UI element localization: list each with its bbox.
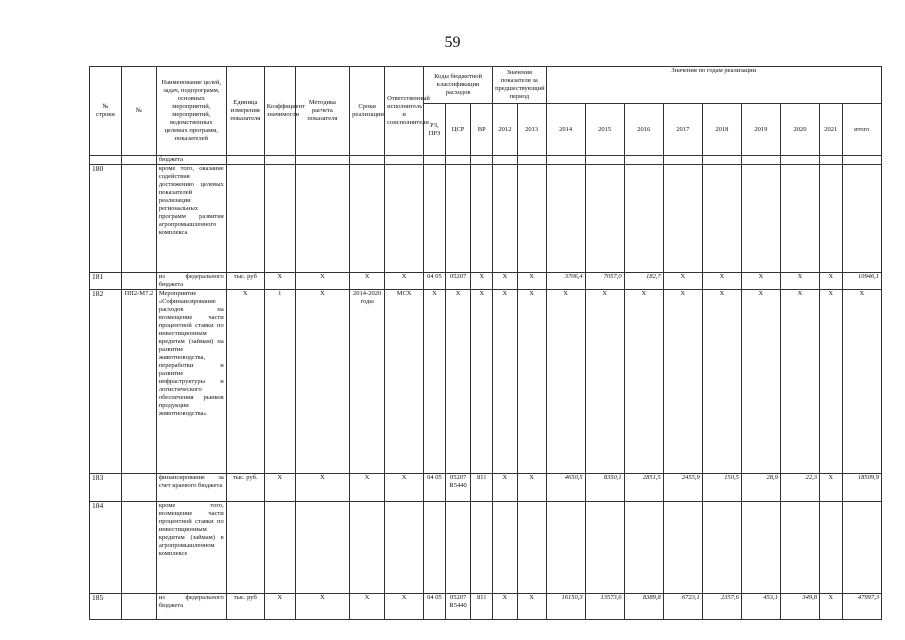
row-code-cell	[121, 474, 156, 502]
csr-cell: 05207 R5440	[445, 594, 471, 620]
rz-cell: X	[424, 290, 446, 474]
value-2016-cell: 182,7	[624, 273, 663, 290]
value-2018-cell: X	[702, 273, 741, 290]
value-2016-cell	[624, 165, 663, 273]
value-2019-cell: 453,1	[741, 594, 780, 620]
table-body	[90, 165, 882, 620]
header-budget-codes: Коды бюджетной классификации расходов	[424, 67, 493, 104]
value-total-cell: 18509,9	[842, 474, 881, 502]
row-number-cell: 183	[90, 474, 122, 502]
header-name: Наименование целей, задач, подпрограмм, основных мероприятий, мероприятий, ведомственных целевых программ, показателей	[156, 67, 226, 156]
year-2012-cell: X	[493, 474, 518, 502]
responsible-cell: МСХ	[385, 290, 424, 474]
value-2016-cell: X	[624, 290, 663, 474]
header-method: Методика расчета показателя	[295, 67, 350, 156]
responsible-cell: X	[385, 474, 424, 502]
header-rz: РЗ, ПРЗ	[424, 104, 446, 156]
terms-cell: X	[350, 273, 385, 290]
header-total: итого	[842, 104, 881, 156]
vr-cell: 811	[471, 474, 493, 502]
unit-cell	[226, 165, 264, 273]
row-name-cell: кроме того, оказание содействия достижению целевых показателей реализации региональных программ развития агропромышленного комплекса	[156, 165, 226, 273]
value-2017-cell	[663, 165, 702, 273]
value-2018-cell	[702, 502, 741, 594]
value-total-cell: X	[842, 290, 881, 474]
vr-cell: X	[471, 290, 493, 474]
unit-cell	[226, 502, 264, 594]
value-2020-cell: X	[780, 273, 819, 290]
value-total-cell	[842, 502, 881, 594]
terms-cell: X	[350, 474, 385, 502]
value-2017-cell: 6723,1	[663, 594, 702, 620]
csr-cell: 05207 R5440	[445, 474, 471, 502]
csr-cell: 05207	[445, 273, 471, 290]
value-2021-cell	[819, 165, 842, 273]
responsible-cell: X	[385, 273, 424, 290]
header-number: №	[121, 67, 156, 156]
value-2019-cell	[741, 502, 780, 594]
row-code-cell	[121, 273, 156, 290]
responsible-cell	[385, 165, 424, 273]
unit-cell: X	[226, 290, 264, 474]
year-2013-cell: X	[517, 594, 546, 620]
value-2019-cell: X	[741, 290, 780, 474]
value-2016-cell: 8389,8	[624, 594, 663, 620]
terms-cell	[350, 502, 385, 594]
carry-over-text: бюджета	[156, 156, 226, 165]
year-2013-cell: X	[517, 290, 546, 474]
terms-cell: X	[350, 594, 385, 620]
method-cell: X	[295, 594, 350, 620]
value-2020-cell	[780, 165, 819, 273]
header-year-2013: 2013	[517, 104, 546, 156]
rz-cell: 04 05	[424, 273, 446, 290]
table-row	[90, 273, 882, 290]
budget-table	[89, 66, 882, 620]
header-year-2017: 2017	[663, 104, 702, 156]
method-cell: X	[295, 273, 350, 290]
rz-cell: 04 05	[424, 474, 446, 502]
table-row	[90, 474, 882, 502]
value-2017-cell: X	[663, 290, 702, 474]
rz-cell	[424, 502, 446, 594]
header-csr: ЦСР	[445, 104, 471, 156]
value-2014-cell: 4650,5	[546, 474, 585, 502]
value-2017-cell: 2455,9	[663, 474, 702, 502]
header-year-2015: 2015	[585, 104, 624, 156]
value-2016-cell	[624, 502, 663, 594]
value-2015-cell	[585, 502, 624, 594]
year-2012-cell	[493, 502, 518, 594]
header-year-2019: 2019	[741, 104, 780, 156]
value-2014-cell: 16150,3	[546, 594, 585, 620]
table-row	[90, 290, 882, 474]
row-name-cell: Мероприятие «Софинансирование расходов на возмещение части процентной ставки по инвестиционным кредитам (займам) на развитие животноводства, переработки и развитие инфраструктуры и логистического обеспечения рынков продукции животноводства»	[156, 290, 226, 474]
row-code-cell	[121, 502, 156, 594]
terms-cell	[350, 165, 385, 273]
row-number-cell: 185	[90, 594, 122, 620]
vr-cell: 811	[471, 594, 493, 620]
method-cell	[295, 165, 350, 273]
value-2015-cell	[585, 165, 624, 273]
vr-cell	[471, 165, 493, 273]
value-total-cell: 10946,1	[842, 273, 881, 290]
header-year-2021: 2021	[819, 104, 842, 156]
table-row	[90, 165, 882, 273]
responsible-cell: X	[385, 594, 424, 620]
value-2015-cell: 8350,1	[585, 474, 624, 502]
coefficient-cell: 1	[264, 290, 295, 474]
header-year-2012: 2012	[493, 104, 518, 156]
header-row-1	[90, 67, 882, 104]
row-name-cell: финансирование за счет краевого бюджета	[156, 474, 226, 502]
header-year-2020: 2020	[780, 104, 819, 156]
value-2020-cell	[780, 502, 819, 594]
header-year-values: Значения по годам реализации	[546, 67, 881, 104]
value-2014-cell	[546, 165, 585, 273]
terms-cell: 2014-2020 годы	[350, 290, 385, 474]
table-row	[90, 502, 882, 594]
table-row	[90, 594, 882, 620]
year-2013-cell	[517, 165, 546, 273]
value-2018-cell: X	[702, 290, 741, 474]
year-2012-cell	[493, 165, 518, 273]
value-2017-cell: X	[663, 273, 702, 290]
value-2019-cell	[741, 165, 780, 273]
value-2014-cell: 3706,4	[546, 273, 585, 290]
value-2014-cell: X	[546, 290, 585, 474]
header-coefficient: Коэффициент значимости	[264, 67, 295, 156]
header-vr: ВР	[471, 104, 493, 156]
value-2015-cell: X	[585, 290, 624, 474]
row-number-cell: 182	[90, 290, 122, 474]
unit-cell: тыс. руб	[226, 273, 264, 290]
year-2012-cell: X	[493, 290, 518, 474]
csr-cell	[445, 165, 471, 273]
year-2012-cell: X	[493, 273, 518, 290]
page-number: 59	[444, 34, 461, 51]
row-code-cell: ПП2-М7.2	[121, 290, 156, 474]
row-name-cell: кроме того, возмещение части процентной ставки по инвестиционным кредитам (займам) в агропромышленном комплексе	[156, 502, 226, 594]
value-2018-cell	[702, 165, 741, 273]
coefficient-cell: X	[264, 474, 295, 502]
value-2018-cell: 2357,6	[702, 594, 741, 620]
header-year-2018: 2018	[702, 104, 741, 156]
header-year-2016: 2016	[624, 104, 663, 156]
coefficient-cell	[264, 502, 295, 594]
method-cell: X	[295, 474, 350, 502]
value-2021-cell: X	[819, 290, 842, 474]
row-code-cell	[121, 594, 156, 620]
header-terms: Сроки реализации	[350, 67, 385, 156]
rz-cell: 04 05	[424, 594, 446, 620]
value-2021-cell	[819, 502, 842, 594]
row-name-cell: из федерального бюджета	[156, 273, 226, 290]
vr-cell	[471, 502, 493, 594]
row-number-cell: 180	[90, 165, 122, 273]
header-prev-values: Значения показателя за предшествующий период	[493, 67, 546, 104]
year-2013-cell	[517, 502, 546, 594]
year-2013-cell: X	[517, 474, 546, 502]
header-unit: Единица измерения показателя	[226, 67, 264, 156]
row-number-cell: 184	[90, 502, 122, 594]
rz-cell	[424, 165, 446, 273]
value-2014-cell	[546, 502, 585, 594]
coefficient-cell	[264, 165, 295, 273]
value-2016-cell: 2851,5	[624, 474, 663, 502]
unit-cell: тыс. руб.	[226, 474, 264, 502]
row-number-cell: 181	[90, 273, 122, 290]
coefficient-cell: X	[264, 273, 295, 290]
row-code-cell	[121, 165, 156, 273]
method-cell	[295, 502, 350, 594]
carry-over-row	[90, 156, 882, 165]
row-name-cell: из федерального бюджета	[156, 594, 226, 620]
value-2020-cell: 349,8	[780, 594, 819, 620]
value-2021-cell: X	[819, 594, 842, 620]
method-cell: X	[295, 290, 350, 474]
header-year-2014: 2014	[546, 104, 585, 156]
value-2017-cell	[663, 502, 702, 594]
coefficient-cell: X	[264, 594, 295, 620]
header-responsible: Ответственный исполнитель и соисполнители	[385, 67, 424, 156]
value-2018-cell: 150,5	[702, 474, 741, 502]
value-2021-cell: X	[819, 273, 842, 290]
value-total-cell: 47997,3	[842, 594, 881, 620]
value-2015-cell: 7057,0	[585, 273, 624, 290]
value-2021-cell: X	[819, 474, 842, 502]
value-2020-cell: X	[780, 290, 819, 474]
value-2019-cell: X	[741, 273, 780, 290]
value-2015-cell: 13573,6	[585, 594, 624, 620]
year-2013-cell: X	[517, 273, 546, 290]
vr-cell: X	[471, 273, 493, 290]
value-2020-cell: 22,3	[780, 474, 819, 502]
year-2012-cell: X	[493, 594, 518, 620]
value-2019-cell: 28,9	[741, 474, 780, 502]
csr-cell: X	[445, 290, 471, 474]
csr-cell	[445, 502, 471, 594]
header-row-number: № строки	[90, 67, 122, 156]
value-total-cell	[842, 165, 881, 273]
responsible-cell	[385, 502, 424, 594]
unit-cell: тыс. руб	[226, 594, 264, 620]
